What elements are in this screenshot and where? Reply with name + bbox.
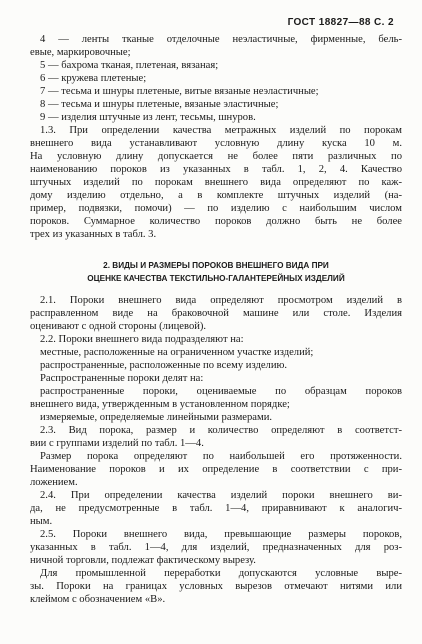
paragraph-line: внешнего вида устанавливают условную длину куска 10 м. xyxy=(30,138,402,149)
section-heading: 2. ВИДЫ И РАЗМЕРЫ ПОРОКОВ ВНЕШНЕГО ВИДА ПРИ xyxy=(103,261,329,270)
paragraph-line: оценивают с одной стороны (лицевой). xyxy=(30,321,207,332)
paragraph-line: 2.1. Пороки внешнего вида определяют просмотром изделий в xyxy=(40,295,402,306)
paragraph-line: указанных в табл. 1—4, для изделий, предназначенных для роз- xyxy=(30,542,402,553)
list-item: 6 — кружева плетеные; xyxy=(40,73,147,84)
paragraph-line: клеймом с обозначением «В». xyxy=(30,594,166,605)
paragraph-line: зы. Пороки на границах условных вырезов отмечают нитями или xyxy=(30,581,402,592)
paragraph-line: трех из указанных в табл. 3. xyxy=(30,229,157,240)
paragraph-line: Распространенные пороки делят на: xyxy=(40,373,204,384)
paragraph-line: 2.4. При определении качества изделий пороки внешнего ви- xyxy=(40,490,402,501)
paragraph-line: ным. xyxy=(30,516,53,527)
list-item: 5 — бахрома тканая, плетеная, вязаная; xyxy=(40,60,219,71)
paragraph-line: расправленном виде на браковочной машине или столе. Изделия xyxy=(30,308,402,319)
paragraph-line: На условную длину допускается не более пяти различных по xyxy=(30,151,402,162)
paragraph-line: местные, расположенные на ограниченном участке изделий; xyxy=(40,347,314,358)
paragraph-line: 2.5. Пороки внешнего вида, превышающие размеры пороков, xyxy=(40,529,402,540)
paragraph-line: Наименование пороков и их определение в соответствии с при- xyxy=(30,464,402,475)
list-item: 4 — ленты тканые отделочные неэластичные, фирменные, бель- xyxy=(40,34,402,45)
paragraph-line: дому изделию отдельно, а в комплекте штучных изделий (на- xyxy=(30,190,402,201)
paragraph-line: Размер порока определяют по наибольшей его протяженности. xyxy=(40,451,402,462)
paragraph-line: внешнего вида, утвержденным в установленном порядке; xyxy=(30,399,290,410)
paragraph-line: распространенные пороки, оцениваемые по образцам пороков xyxy=(40,386,402,397)
paragraph-line: пороков. Суммарное количество пороков должно быть не более xyxy=(30,216,402,227)
section-heading: ОЦЕНКЕ КАЧЕСТВА ТЕКСТИЛЬНО-ГАЛАНТЕРЕЙНЫХ ИЗДЕЛИЙ xyxy=(87,274,345,283)
paragraph-line: вии с группами изделий по табл. 1—4. xyxy=(30,438,204,449)
list-item: 7 — тесьма и шнуры плетеные, витые вязаные неэластичные; xyxy=(40,86,319,97)
paragraph-line: штучных изделий по порокам внешнего вида определяют по каж- xyxy=(30,177,402,188)
paragraph-line: наименованию пороков из указанных в табл. 1, 2, 4. Качество xyxy=(30,164,402,175)
paragraph-line: Для промышленной переработки допускаются условные выре- xyxy=(40,568,402,579)
paragraph-line: 2.2. Пороки внешнего вида подразделяют на: xyxy=(40,334,244,345)
paragraph-line: ничной торговли, подлежат фактическому вырезу. xyxy=(30,555,256,566)
paragraph-line: распространенные, расположенные по всему изделию. xyxy=(40,360,288,371)
page-header: ГОСТ 18827—88 С. 2 xyxy=(287,17,394,28)
list-item: 8 — тесьма и шнуры плетеные, вязаные эластичные; xyxy=(40,99,279,110)
paragraph-line: измеряемые, определяемые линейными размерами. xyxy=(40,412,273,423)
paragraph-line: пример, подвязки, помочи) — по изделию с наибольшим числом xyxy=(30,203,402,214)
list-item-continuation: евые, маркировочные; xyxy=(30,47,131,58)
paragraph-line: 1.3. При определении качества метражных изделий по порокам xyxy=(40,125,402,136)
list-item: 9 — изделия штучные из лент, тесьмы, шнуров. xyxy=(40,112,256,123)
paragraph-line: 2.3. Вид порока, размер и количество определяют в соответст- xyxy=(40,425,402,436)
paragraph-line: ложением. xyxy=(30,477,78,488)
paragraph-line: да, не предусмотренные в табл. 1—4, приравнивают к аналогич- xyxy=(30,503,402,514)
